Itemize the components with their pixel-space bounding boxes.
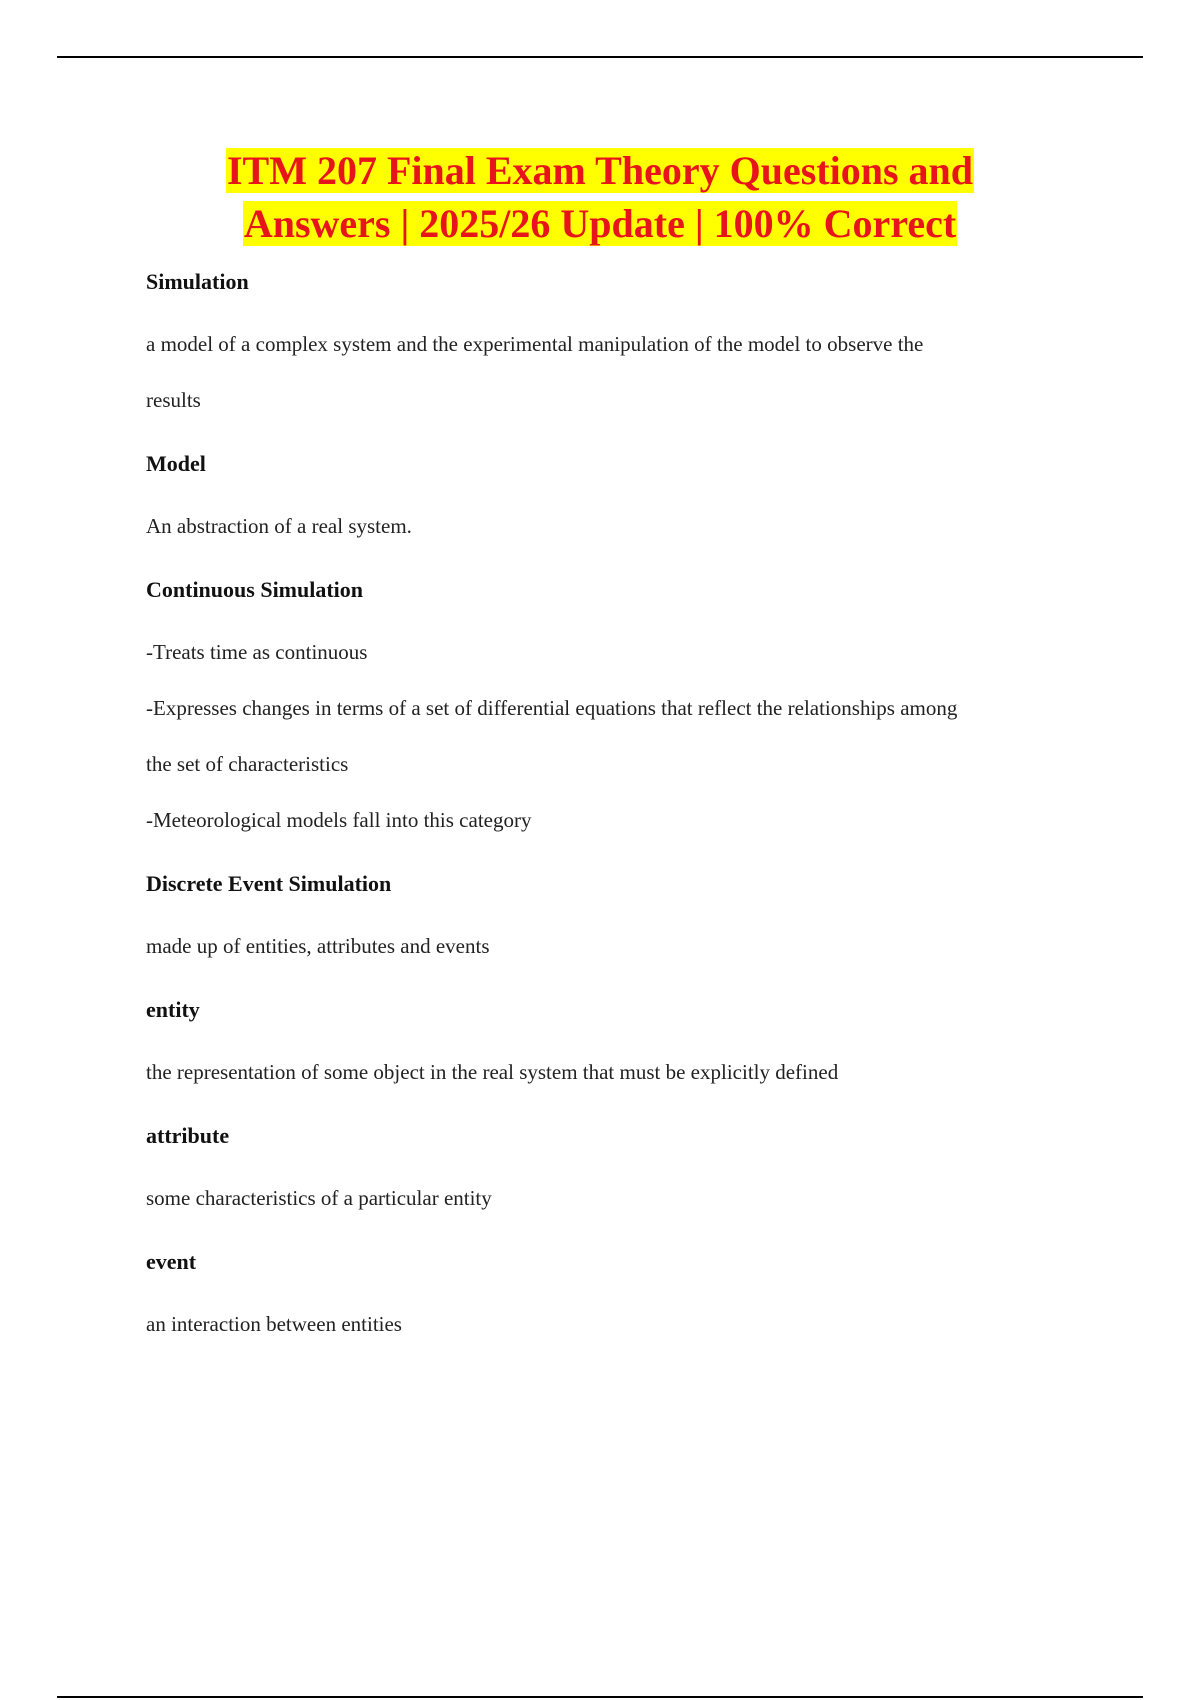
qa-entry-model xyxy=(146,444,1106,554)
definition-line: the set of characteristics xyxy=(146,752,349,776)
term-heading: Continuous Simulation xyxy=(146,577,364,602)
term-heading: Simulation xyxy=(146,269,249,294)
definition-block xyxy=(146,1296,1106,1352)
title-line-2: Answers | 2025/26 Update | 100% Correct xyxy=(243,201,957,246)
definition-line: An abstraction of a real system. xyxy=(146,514,412,538)
qa-content xyxy=(146,262,1106,1368)
bottom-rule xyxy=(57,1696,1143,1698)
definition-line: a model of a complex system and the experimental manipulation of the model to observe the xyxy=(146,332,924,356)
qa-entry-continuous-simulation xyxy=(146,570,1106,848)
definition-line: some characteristics of a particular entity xyxy=(146,1186,492,1210)
term-heading: Model xyxy=(146,451,206,476)
qa-entry-discrete-event-simulation xyxy=(146,864,1106,974)
term-heading: attribute xyxy=(146,1123,230,1148)
definition-block xyxy=(146,316,1106,428)
term-heading: entity xyxy=(146,997,200,1022)
top-rule xyxy=(57,56,1143,58)
qa-entry-event xyxy=(146,1242,1106,1352)
definition-line: an interaction between entities xyxy=(146,1312,402,1336)
definition-block xyxy=(146,498,1106,554)
definition-block xyxy=(146,1044,1106,1100)
definition-line: results xyxy=(146,388,201,412)
qa-entry-entity xyxy=(146,990,1106,1100)
definition-line: made up of entities, attributes and events xyxy=(146,934,490,958)
qa-entry-simulation xyxy=(146,262,1106,428)
term-heading: Discrete Event Simulation xyxy=(146,871,392,896)
qa-entry-attribute xyxy=(146,1116,1106,1226)
definition-line: the representation of some object in the real system that must be explicitly defined xyxy=(146,1060,839,1084)
term-heading: event xyxy=(146,1249,197,1274)
definition-block xyxy=(146,918,1106,974)
definition-block xyxy=(146,624,1106,848)
definition-line: -Meteorological models fall into this category xyxy=(146,808,532,832)
definition-line: -Expresses changes in terms of a set of differential equations that reflect the relationships among xyxy=(146,696,958,720)
definition-block xyxy=(146,1170,1106,1226)
title-line-1: ITM 207 Final Exam Theory Questions and xyxy=(226,148,974,193)
definition-line: -Treats time as continuous xyxy=(146,640,368,664)
document-title xyxy=(0,144,1200,250)
